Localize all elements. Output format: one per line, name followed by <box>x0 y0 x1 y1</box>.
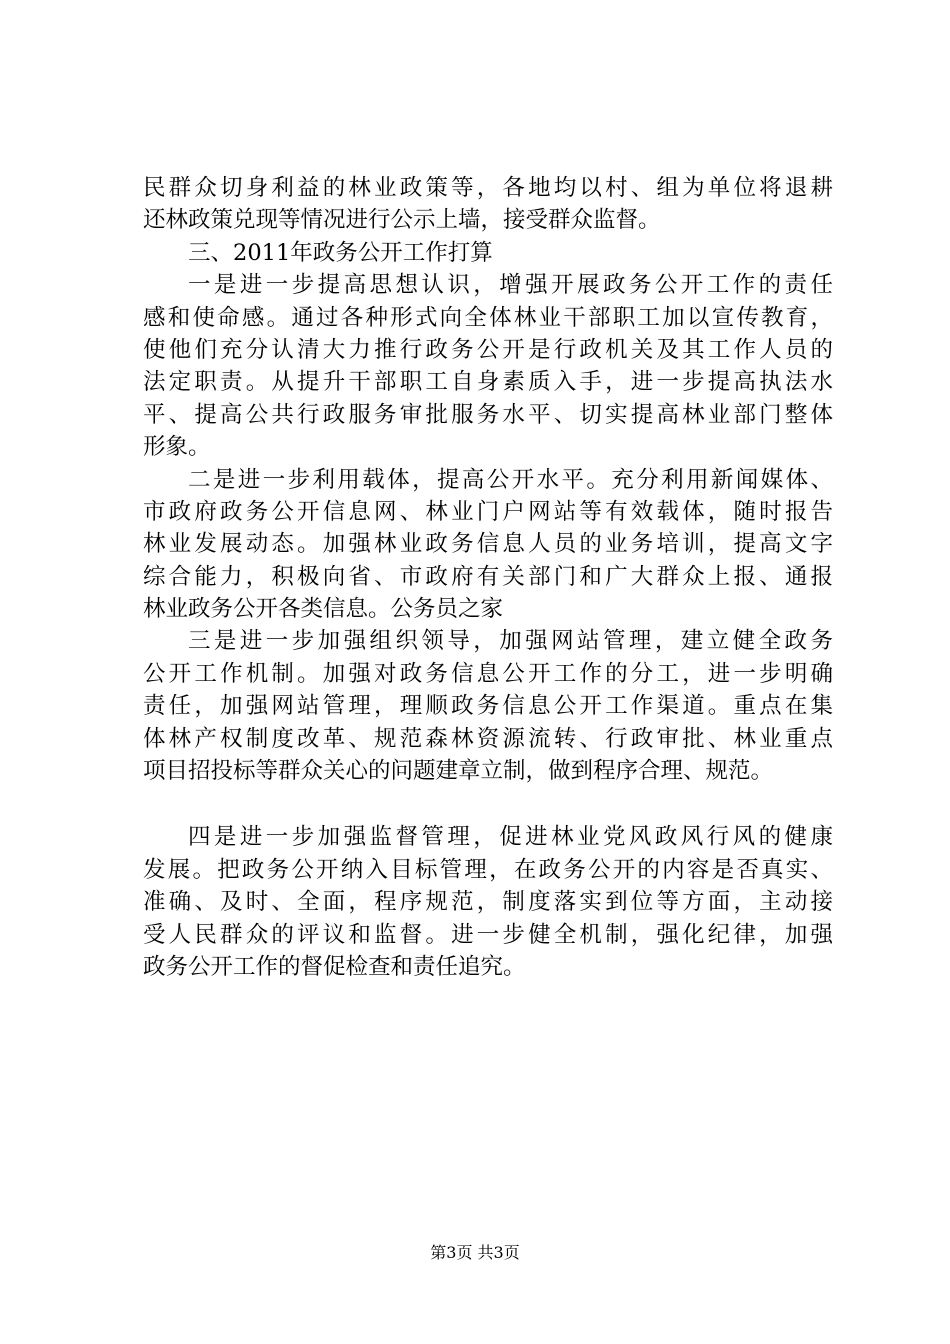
document-body <box>143 172 833 983</box>
paragraph-gap <box>143 787 833 821</box>
text-line: 三是进一步加强组织领导，加强网站管理，建立健全政务 <box>188 628 833 655</box>
text-line: 平、提高公共行政服务审批服务水平、切实提高林业部门整体 <box>143 401 833 428</box>
text-line: 使他们充分认清大力推行政务公开是行政机关及其工作人员的 <box>143 336 833 363</box>
text-line: 形象。 <box>143 434 211 461</box>
text-line: 二是进一步利用载体，提高公开水平。充分利用新闻媒体、 <box>188 466 833 493</box>
text-line: 政务公开工作的督促检查和责任追究。 <box>143 953 526 980</box>
text-line: 项目招投标等群众关心的问题建章立制，做到程序合理、规范。 <box>143 758 774 785</box>
text-line: 感和使命感。通过各种形式向全体林业干部职工加以宣传教育， <box>143 304 833 331</box>
text-line: 责任，加强网站管理，理顺政务信息公开工作渠道。重点在集 <box>143 693 833 720</box>
text-line: 法定职责。从提升干部职工自身素质入手，进一步提高执法水 <box>143 369 833 396</box>
text-line: 受人民群众的评议和监督。进一步健全机制，强化纪律，加强 <box>143 921 833 948</box>
text-line: 发展。把政务公开纳入目标管理，在政务公开的内容是否真实、 <box>143 856 833 883</box>
text-line: 体林产权制度改革、规范森林资源流转、行政审批、林业重点 <box>143 725 833 752</box>
text-line: 一是进一步提高思想认识，增强开展政务公开工作的责任 <box>188 272 833 299</box>
text-line: 公开工作机制。加强对政务信息公开工作的分工，进一步明确 <box>143 660 833 687</box>
text-line: 综合能力，积极向省、市政府有关部门和广大群众上报、通报 <box>143 563 833 590</box>
page-number-footer: 第3页 共3页 <box>430 1243 520 1262</box>
text-line: 还林政策兑现等情况进行公示上墙，接受群众监督。 <box>143 207 661 234</box>
section-heading: 三、2011年政务公开工作打算 <box>188 239 493 266</box>
text-line: 林业政务公开各类信息。公务员之家 <box>143 596 504 623</box>
text-line: 四是进一步加强监督管理，促进林业党风政风行风的健康 <box>188 824 833 851</box>
text-line: 准确、及时、全面，程序规范，制度落实到位等方面，主动接 <box>143 889 833 916</box>
text-line: 林业发展动态。加强林业政务信息人员的业务培训，提高文字 <box>143 531 833 558</box>
text-line: 市政府政务公开信息网、林业门户网站等有效载体，随时报告 <box>143 498 833 525</box>
text-line: 民群众切身利益的林业政策等，各地均以村、组为单位将退耕 <box>143 175 833 201</box>
